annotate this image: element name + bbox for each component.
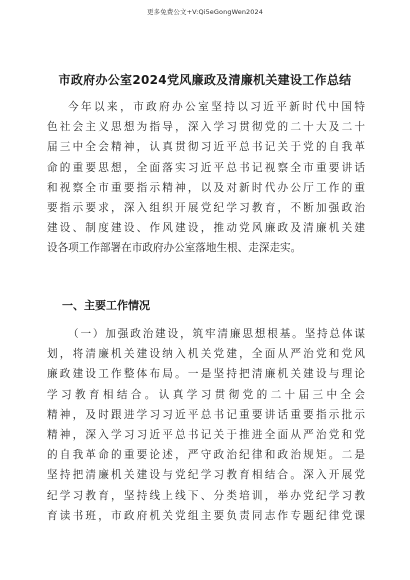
section-heading: 一、主要工作情况	[62, 299, 150, 312]
paragraph-line: 色社会主义思想为指导，深入学习贯彻党的二十大及二十	[47, 121, 365, 134]
document-title: 市政府办公室2024党风廉政及清廉机关建设工作总结	[58, 73, 352, 87]
paragraph-line: 学习教育相结合。认真学习贯彻党的二十届三中全会	[47, 388, 365, 401]
paragraph-line: 建设、制度建设、作风建设，推动党风廉政及清廉机关建	[47, 222, 365, 235]
paragraph-line: 届三中全会精神，认真贯彻习近平总书记关于党的自我革	[47, 141, 365, 154]
paragraph-line: 今年以来，市政府办公室坚持以习近平新时代中国特	[68, 101, 365, 113]
paragraph-line: 划，将清廉机关建设纳入机关党建，全面从严治党和党风	[47, 348, 365, 361]
header-note: 更多免费公文+V:Qi5eGongWen2024	[147, 8, 263, 16]
paragraph-line: 要指示要求，深入组织开展党纪学习教育，不断加强政治	[47, 201, 365, 214]
paragraph-line: 命的重要思想，全面落实习近平总书记视察全市重要讲话	[47, 161, 365, 174]
paragraph-line: 和视察全市重要指示精神，以及对新时代办公厅工作的重	[47, 181, 365, 194]
paragraph-line: 精神，深入学习习近平总书记关于推进全面从严治党和党	[47, 428, 365, 441]
section-one-paragraph	[47, 324, 365, 526]
paragraph-line: 精神，及时跟进学习习近平总书记重要讲话重要指示批示	[47, 408, 365, 421]
intro-paragraph	[47, 97, 365, 259]
paragraph-line: 纪学习教育，坚持线上线下、分类培训，举办党纪学习教	[47, 489, 365, 502]
paragraph-line: 廉政建设工作整体布局。一是坚持把清廉机关建设与理论	[47, 368, 365, 381]
paragraph-line: 的自我革命的重要论述，严守政治纪律和政治规矩。二是	[47, 449, 365, 462]
paragraph-line: 坚持把清廉机关建设与党纪学习教育相结合。深入开展党	[47, 469, 365, 482]
paragraph-line: （一）加强政治建设，筑牢清廉思想根基。坚持总体谋	[68, 328, 365, 340]
paragraph-line: 育读书班，市政府机关党组主要负责同志作专题纪律党课	[47, 509, 365, 522]
paragraph-line: 设各项工作部署在市政府办公室落地生根、走深走实。	[47, 242, 302, 255]
